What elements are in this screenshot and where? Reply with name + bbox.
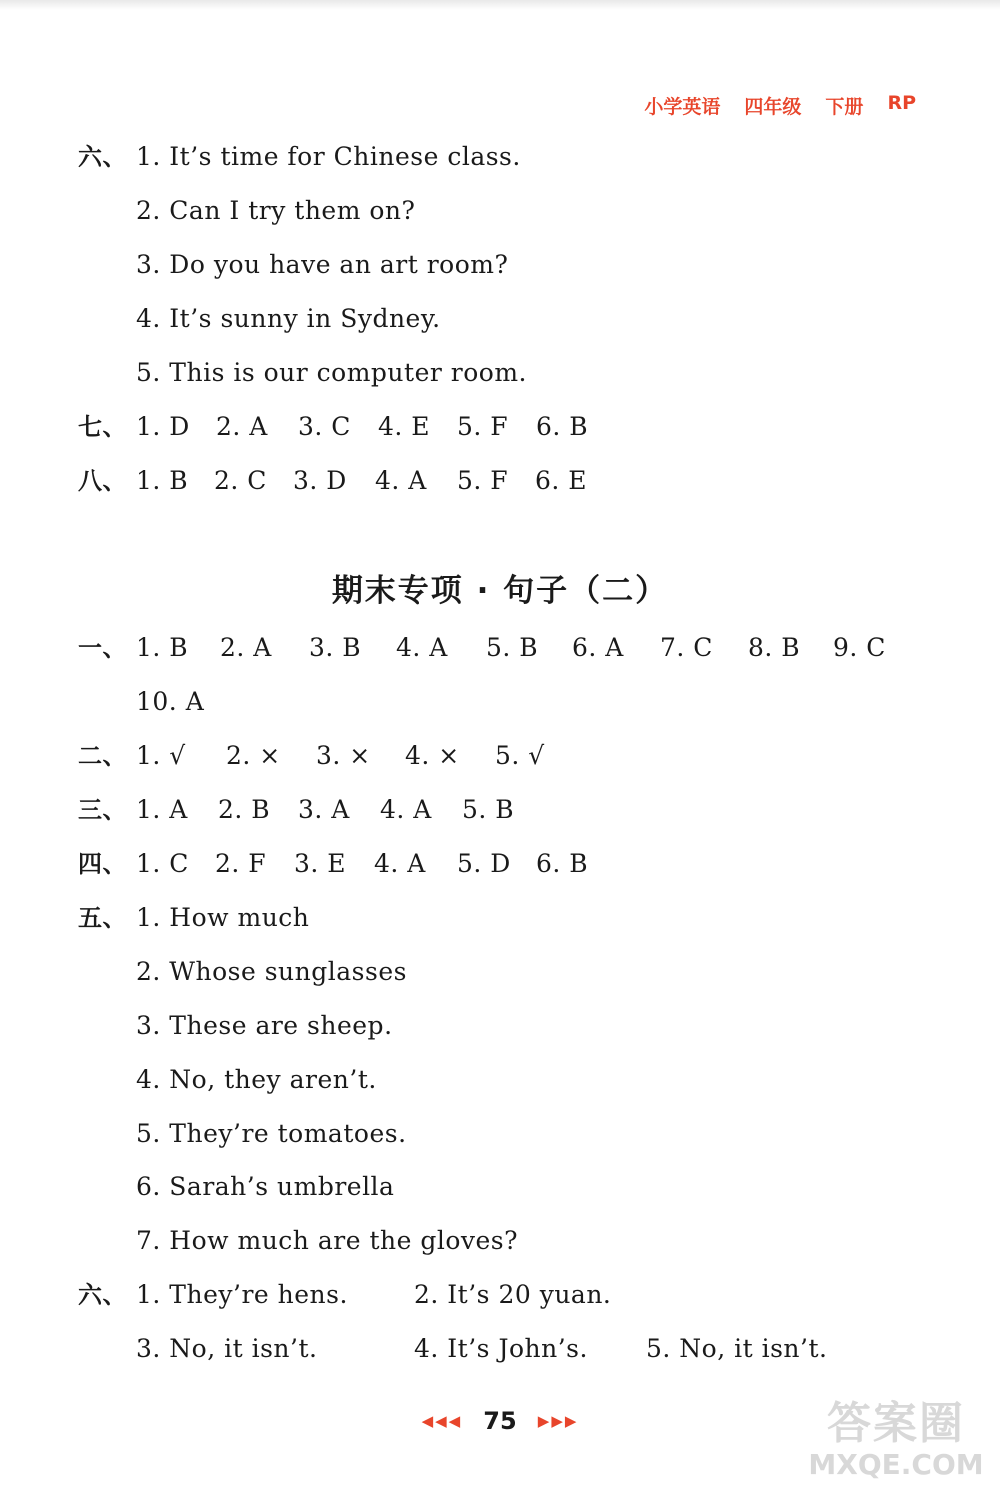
answer-line: 7. How much are the gloves? — [136, 1226, 519, 1255]
header-edition: RP — [887, 92, 916, 114]
answer-item: 3. × — [316, 741, 371, 770]
answer-item: 2. F — [215, 849, 267, 878]
group-label: 一、 — [78, 634, 127, 662]
answer-item: 3. A — [298, 795, 350, 824]
answer-item: 5. B — [486, 633, 539, 662]
answer-item: 4. E — [378, 412, 431, 441]
page-header — [644, 92, 916, 119]
watermark-logo — [806, 1398, 986, 1484]
answer-line: 4. No, they aren’t. — [136, 1065, 377, 1094]
answer-line: 3. Do you have an art room? — [136, 250, 509, 279]
header-volume: 下册 — [825, 96, 864, 118]
answer-item: 5. B — [462, 795, 515, 824]
answer-item: 2. A — [216, 412, 268, 441]
answer-item: 1. They’re hens. — [136, 1280, 348, 1309]
right-arrows-icon: ▶▶▶ — [537, 1412, 579, 1430]
answer-item: 4. A — [375, 466, 427, 495]
group-label: 八、 — [78, 467, 127, 495]
group-label: 五、 — [78, 904, 127, 932]
page-edge — [0, 0, 1000, 10]
answer-item: 3. C — [298, 412, 351, 441]
answer-item: 5. D — [457, 849, 511, 878]
answer-item: 4. It’s John’s. — [414, 1334, 588, 1363]
answer-item: 6. B — [536, 849, 589, 878]
section-title: 期末专项 · 句子（二） — [331, 573, 669, 609]
group-label: 六、 — [78, 143, 127, 171]
answer-item: 2. It’s 20 yuan. — [414, 1280, 612, 1309]
answer-line: 5. They’re tomatoes. — [136, 1119, 407, 1148]
group-label: 六、 — [78, 1281, 127, 1309]
answer-item: 5. F — [457, 412, 509, 441]
answer-item: 6. E — [535, 466, 588, 495]
answer-item: 3. No, it isn’t. — [136, 1334, 318, 1363]
answer-line: 3. These are sheep. — [136, 1011, 393, 1040]
answer-item: 2. B — [218, 795, 271, 824]
watermark-title: 答案圈 — [827, 1398, 965, 1449]
answer-item: 6. B — [536, 412, 589, 441]
answer-line: 5. This is our computer room. — [136, 358, 527, 387]
header-grade: 四年级 — [744, 96, 802, 118]
answer-item: 9. C — [833, 633, 886, 662]
answer-item: 1. √ — [136, 741, 186, 770]
answer-line: 1. It’s time for Chinese class. — [136, 142, 521, 171]
header-subject: 小学英语 — [644, 96, 721, 118]
answer-item: 4. A — [396, 633, 448, 662]
answer-item: 1. B — [136, 466, 189, 495]
answer-item: 1. D — [136, 412, 190, 441]
answer-item: 2. × — [226, 741, 281, 770]
answer-item: 3. B — [309, 633, 362, 662]
group-label: 四、 — [78, 850, 127, 878]
answer-item: 4. A — [374, 849, 426, 878]
answer-item: 3. D — [293, 466, 347, 495]
answer-item: 5. F — [457, 466, 509, 495]
group-label: 二、 — [78, 742, 127, 770]
answer-item: 8. B — [748, 633, 801, 662]
answer-line: 2. Whose sunglasses — [136, 957, 407, 986]
answer-item: 5. No, it isn’t. — [646, 1334, 828, 1363]
answer-line: 1. How much — [136, 903, 310, 932]
watermark-url: MXQE.COM — [808, 1448, 984, 1481]
left-arrows-icon: ◀◀◀ — [421, 1412, 463, 1430]
answer-item: 1. A — [136, 795, 188, 824]
answer-line: 6. Sarah’s umbrella — [136, 1172, 395, 1201]
answer-item: 5. √ — [495, 741, 545, 770]
answer-item: 1. B — [136, 633, 189, 662]
answer-line: 4. It’s sunny in Sydney. — [136, 304, 441, 333]
answer-item: 4. × — [405, 741, 460, 770]
answer-item: 3. E — [294, 849, 347, 878]
answer-item: 10. A — [136, 687, 205, 716]
group-label: 三、 — [78, 796, 127, 824]
answer-item: 7. C — [660, 633, 713, 662]
answer-item: 2. C — [214, 466, 267, 495]
page-number: 75 — [483, 1407, 517, 1435]
group-label: 七、 — [78, 413, 127, 441]
answer-line: 2. Can I try them on? — [136, 196, 416, 225]
answer-item: 4. A — [380, 795, 432, 824]
answer-item: 2. A — [220, 633, 272, 662]
answer-item: 6. A — [572, 633, 624, 662]
answer-item: 1. C — [136, 849, 189, 878]
